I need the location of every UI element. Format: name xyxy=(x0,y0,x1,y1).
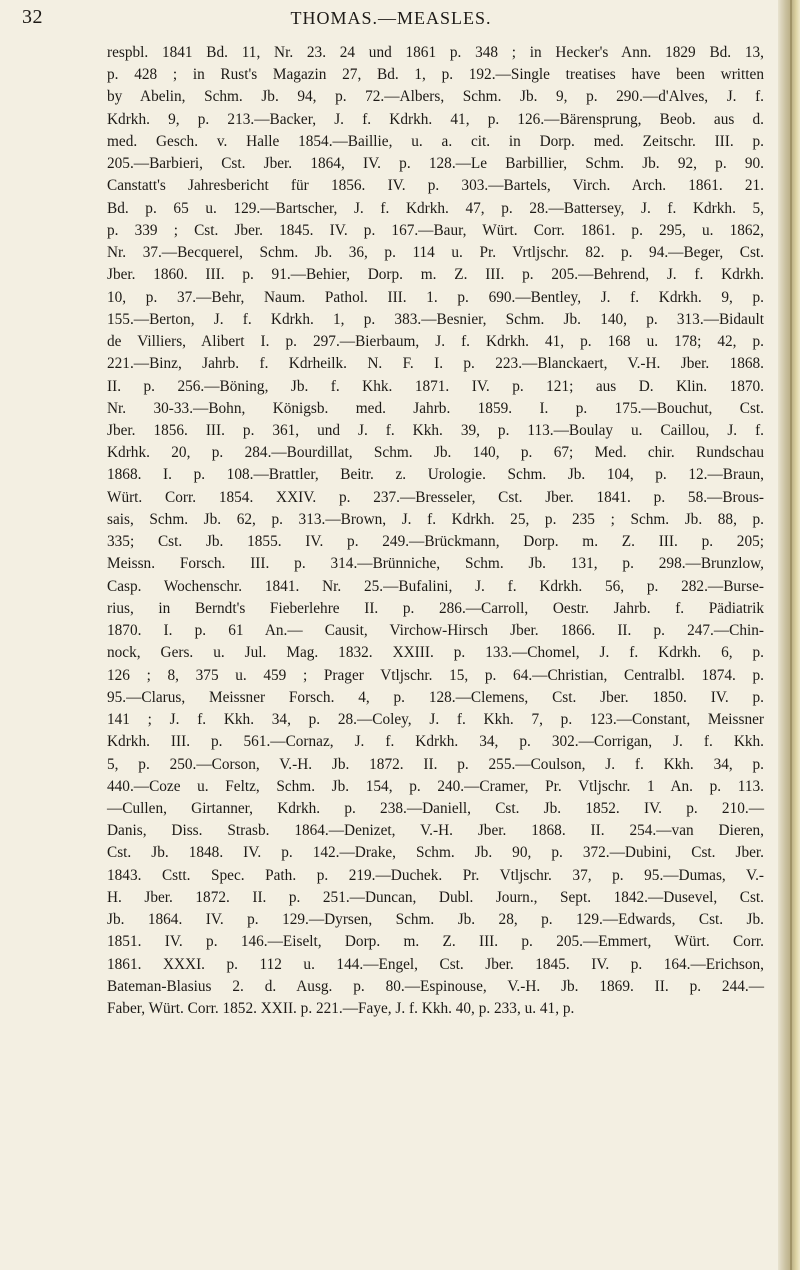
text-line: de Villiers, Alibert I. p. 297.—Bierbaum, J. f. Kdrkh. 41, p. 168 u. 178; 42, p. xyxy=(107,333,764,351)
text-line: 5, p. 250.—Corson, V.-H. Jb. 1872. II. p. 255.—Coulson, J. f. Kkh. 34, p. xyxy=(107,755,764,773)
text-line: Faber, Würt. Corr. 1852. XXII. p. 221.—Faye, J. f. Kkh. 40, p. 233, u. 41, p. xyxy=(107,1000,575,1018)
text-line: Casp. Wochenschr. 1841. Nr. 25.—Bufalini, J. f. Kdrkh. 56, p. 282.—Burse- xyxy=(107,577,764,595)
text-line: Jber. 1856. III. p. 361, und J. f. Kkh. 39, p. 113.—Boulay u. Caillou, J. f. xyxy=(107,421,764,439)
text-line: H. Jber. 1872. II. p. 251.—Duncan, Dubl. Journ., Sept. 1842.—Dusevel, Cst. xyxy=(107,888,764,906)
text-line: Danis, Diss. Strasb. 1864.—Denizet, V.-H. Jber. 1868. II. 254.—van Dieren, xyxy=(107,822,764,840)
text-line: Nr. 37.—Becquerel, Schm. Jb. 36, p. 114 u. Pr. Vrtljschr. 82. p. 94.—Beger, Cst. xyxy=(107,244,764,262)
text-line: 335; Cst. Jb. 1855. IV. p. 249.—Brückmann, Dorp. m. Z. III. p. 205; xyxy=(107,533,764,551)
page-edge-line xyxy=(790,0,792,1270)
text-line: Jber. 1860. III. p. 91.—Behier, Dorp. m. Z. III. p. 205.—Behrend, J. f. Kdrkh. xyxy=(107,266,764,284)
text-line: Bateman-Blasius 2. d. Ausg. p. 80.—Espinouse, V.-H. Jb. 1869. II. p. 244.— xyxy=(107,977,764,995)
text-line: 155.—Berton, J. f. Kdrkh. 1, p. 383.—Besnier, Schm. Jb. 140, p. 313.—Bidault xyxy=(107,310,764,328)
running-head: THOMAS.—MEASLES. xyxy=(290,8,492,28)
text-line: med. Gesch. v. Halle 1854.—Baillie, u. a. cit. in Dorp. med. Zeitschr. III. p. xyxy=(107,132,764,150)
text-line: Cst. Jb. 1848. IV. p. 142.—Drake, Schm. Jb. 90, p. 372.—Dubini, Cst. Jber. xyxy=(107,844,764,862)
page-header xyxy=(22,6,760,30)
text-line: 1843. Cstt. Spec. Path. p. 219.—Duchek. Pr. Vtljschr. 37, p. 95.—Dumas, V.- xyxy=(107,866,764,884)
text-line: 141 ; J. f. Kkh. 34, p. 28.—Coley, J. f. Kkh. 7, p. 123.—Constant, Meissner xyxy=(107,711,764,729)
text-line: sais, Schm. Jb. 62, p. 313.—Brown, J. f. Kdrkh. 25, p. 235 ; Schm. Jb. 88, p. xyxy=(107,510,764,528)
text-line: 1868. I. p. 108.—Brattler, Beitr. z. Urologie. Schm. Jb. 104, p. 12.—Braun, xyxy=(107,466,764,484)
text-line: Kdrhk. 20, p. 284.—Bourdillat, Schm. Jb. 140, p. 67; Med. chir. Rundschau xyxy=(107,444,764,462)
text-line: Bd. p. 65 u. 129.—Bartscher, J. f. Kdrkh. 47, p. 28.—Battersey, J. f. Kdrkh. 5, xyxy=(107,199,764,217)
text-line: p. 428 ; in Rust's Magazin 27, Bd. 1, p. 192.—Single treatises have been written xyxy=(107,66,764,84)
text-line: 1861. XXXI. p. 112 u. 144.—Engel, Cst. Jber. 1845. IV. p. 164.—Erichson, xyxy=(107,955,764,973)
text-line: 10, p. 37.—Behr, Naum. Pathol. III. 1. p. 690.—Bentley, J. f. Kdrkh. 9, p. xyxy=(107,288,764,306)
text-line: —Cullen, Girtanner, Kdrkh. p. 238.—Daniell, Cst. Jb. 1852. IV. p. 210.— xyxy=(107,799,764,817)
text-line: 1870. I. p. 61 An.— Causit, Virchow-Hirsch Jber. 1866. II. p. 247.—Chin- xyxy=(107,622,764,640)
text-line: Kdrkh. III. p. 561.—Cornaz, J. f. Kdrkh. 34, p. 302.—Corrigan, J. f. Kkh. xyxy=(107,733,764,751)
text-line: Würt. Corr. 1854. XXIV. p. 237.—Bresseler, Cst. Jber. 1841. p. 58.—Brous- xyxy=(107,488,764,506)
text-line: 221.—Binz, Jahrb. f. Kdrheilk. N. F. I. p. 223.—Blanckaert, V.-H. Jber. 1868. xyxy=(107,355,764,373)
text-line: 440.—Coze u. Feltz, Schm. Jb. 154, p. 240.—Cramer, Pr. Vtljschr. 1 An. p. 113. xyxy=(107,777,764,795)
text-line: Kdrkh. 9, p. 213.—Backer, J. f. Kdrkh. 41, p. 126.—Bärensprung, Beob. aus d. xyxy=(107,110,764,128)
text-line: 1851. IV. p. 146.—Eiselt, Dorp. m. Z. III. p. 205.—Emmert, Würt. Corr. xyxy=(107,933,764,951)
text-line: II. p. 256.—Böning, Jb. f. Khk. 1871. IV. p. 121; aus D. Klin. 1870. xyxy=(107,377,764,395)
text-line: by Abelin, Schm. Jb. 94, p. 72.—Albers, Schm. Jb. 9, p. 290.—d'Alves, J. f. xyxy=(107,88,764,106)
text-line: Jb. 1864. IV. p. 129.—Dyrsen, Schm. Jb. 28, p. 129.—Edwards, Cst. Jb. xyxy=(107,911,764,929)
bibliography-text xyxy=(107,42,764,1020)
text-line: 126 ; 8, 375 u. 459 ; Prager Vtljschr. 15, p. 64.—Christian, Centralbl. 1874. p. xyxy=(107,666,764,684)
text-line: Nr. 30-33.—Bohn, Königsb. med. Jahrb. 1859. I. p. 175.—Bouchut, Cst. xyxy=(107,399,764,417)
text-line: Canstatt's Jahresbericht für 1856. IV. p. 303.—Bartels, Virch. Arch. 1861. 21. xyxy=(107,177,764,195)
text-line: p. 339 ; Cst. Jber. 1845. IV. p. 167.—Baur, Würt. Corr. 1861. p. 295, u. 1862, xyxy=(107,221,764,239)
page-edge xyxy=(778,0,800,1270)
page-number: 32 xyxy=(22,6,43,28)
text-line: nock, Gers. u. Jul. Mag. 1832. XXIII. p. 133.—Chomel, J. f. Kdrkh. 6, p. xyxy=(107,644,764,662)
text-line: 95.—Clarus, Meissner Forsch. 4, p. 128.—Clemens, Cst. Jber. 1850. IV. p. xyxy=(107,688,764,706)
text-line: respbl. 1841 Bd. 11, Nr. 23. 24 und 1861 p. 348 ; in Hecker's Ann. 1829 Bd. 13, xyxy=(107,44,764,61)
text-line: rius, in Berndt's Fieberlehre II. p. 286.—Carroll, Oestr. Jahrb. f. Pädiatrik xyxy=(107,599,764,617)
text-line: 205.—Barbieri, Cst. Jber. 1864, IV. p. 128.—Le Barbillier, Schm. Jb. 92, p. 90. xyxy=(107,155,764,173)
text-line: Meissn. Forsch. III. p. 314.—Brünniche, Schm. Jb. 131, p. 298.—Brunzlow, xyxy=(107,555,764,573)
